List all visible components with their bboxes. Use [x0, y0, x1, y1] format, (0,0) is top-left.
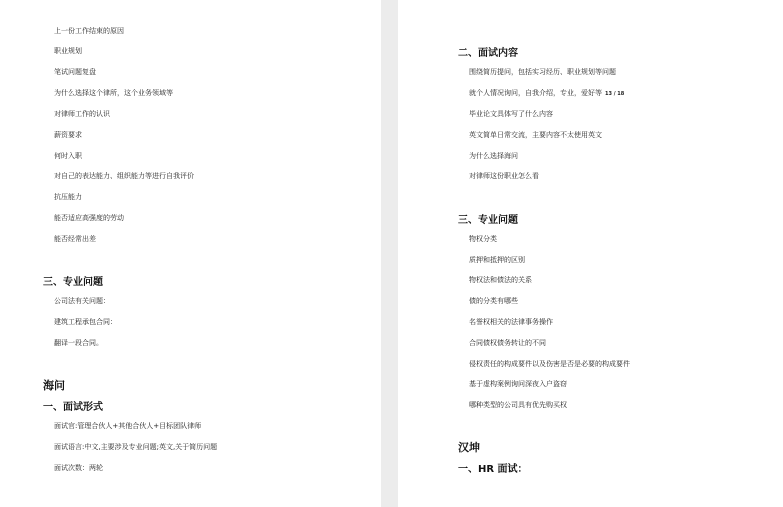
list-item [469, 88, 624, 98]
list-item: 建筑工程承包合同： [54, 318, 117, 326]
section-heading: 三、专业问题 [458, 215, 518, 226]
list-item: 薪资要求 [54, 131, 82, 139]
list-item: 职业规划 [54, 47, 82, 55]
list-item: 围绕简历提问，包括实习经历、职业规划等问题 [469, 68, 616, 76]
list-item: 为什么选择这个律所，这个业务领域等 [54, 89, 173, 97]
firm-heading: 汉坤 [458, 441, 480, 454]
list-item: 对自己的表达能力、组织能力等进行自我评价 [54, 172, 194, 180]
list-item: 对律师工作的认识 [54, 110, 110, 118]
list-item: 物权法和债法的关系 [469, 276, 532, 284]
section-heading: 一、HR 面试： [458, 464, 528, 475]
list-item: 能否经常出差 [54, 235, 96, 243]
list-item: 哪种类型的公司具有优先购买权 [469, 401, 567, 409]
list-item: 上一份工作结束的原因 [54, 27, 124, 35]
list-item: 翻译一段合同。 [54, 339, 103, 347]
firm-heading: 海问 [43, 379, 65, 392]
list-item: 质押和抵押的区别 [469, 256, 525, 264]
page-counter: 13 / 18 [605, 91, 625, 97]
list-item: 基于虚构案例询问深夜入户盗窃 [469, 380, 567, 388]
list-item: 公司法有关问题： [54, 297, 110, 305]
document-page-left [0, 0, 381, 507]
list-item: 名誉权相关的法律事务操作 [469, 318, 553, 326]
section-heading: 二、面试内容 [458, 48, 518, 59]
list-item: 物权分类 [469, 235, 497, 243]
list-item: 侵权责任的构成要件以及伤害是否是必要的构成要件 [469, 360, 630, 368]
list-item: 为什么选择海问 [469, 152, 518, 160]
list-item: 对律师这份职业怎么看 [469, 172, 539, 180]
section-heading: 三、专业问题 [43, 277, 103, 288]
list-item: 何时入职 [54, 152, 82, 160]
list-item: 英文简单日常交流，主要内容不太使用英文 [469, 131, 602, 139]
list-item: 抗压能力 [54, 193, 82, 201]
list-item: 面试官:管理合伙人+其他合伙人+目标团队律师 [54, 422, 202, 430]
document-page-right [398, 0, 783, 507]
list-item: 能否适应高强度的劳动 [54, 214, 124, 222]
list-item: 面试次数：两轮 [54, 464, 103, 472]
list-item: 面试语言:中文,主要涉及专业问题;英文,关于简历问题 [54, 443, 218, 451]
list-item: 笔试问题复盘 [54, 68, 96, 76]
list-item: 债的分类有哪些 [469, 297, 518, 305]
list-item: 合同债权债务转让的不同 [469, 339, 546, 347]
list-item-text: 就个人情况询问，自我介绍，专业，爱好等 [469, 89, 602, 97]
list-item: 毕业论文具体写了什么内容 [469, 110, 553, 118]
section-heading: 一、面试形式 [43, 402, 103, 413]
